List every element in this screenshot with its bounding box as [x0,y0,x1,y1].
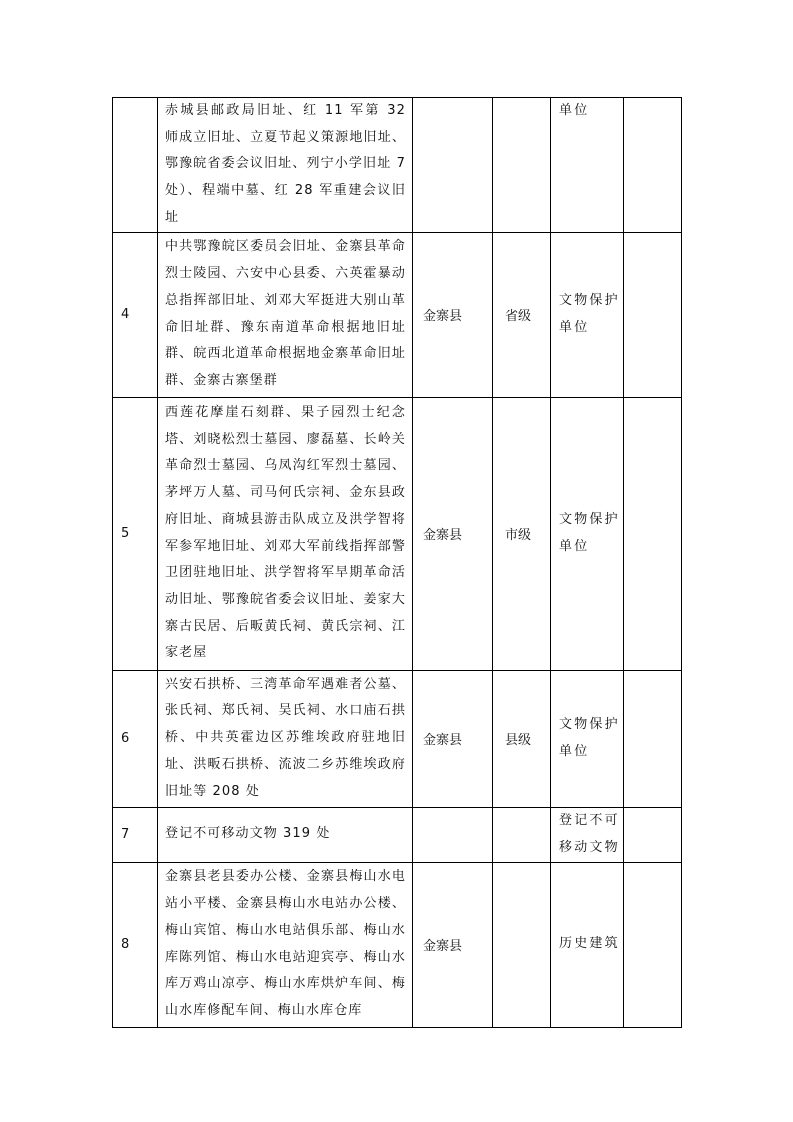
area-cell: 金寨县 [413,232,493,397]
category-text: 历史建筑 [559,936,620,952]
note-cell [624,397,682,670]
site-list: 中共鄂豫皖区委员会旧址、金寨县革命烈士陵园、六安中心县委、六英霍暴动总指挥部旧址、刘邓大军挺进大别山革命旧址群、豫东南道革命根据地旧址群、皖西北道革命根据地金寨革命旧址群、金寨古寨堡群 [165,239,406,388]
level-cell [493,862,551,1027]
site-list: 西莲花摩崖石刻群、果子园烈士纪念塔、刘晓松烈士墓园、廖磊墓、长岭关革命烈士墓园、乌凤沟红军烈士墓园、茅坪万人墓、司马何氏宗祠、金东县政府旧址、商城县游击队成立及洪学智将军参军地旧址、刘邓大军前线指挥部警卫团驻地旧址、洪学智将军早期革命活动旧址、鄂豫皖省委会议旧址、姜家大寨古民居、后畈黄氏祠、黄氏宗祠、江家老屋 [165,405,406,661]
level-cell: 市级 [493,397,551,670]
site-list: 兴安石拱桥、三湾革命军遇难者公墓、张氏祠、郑氏祠、吴氏祠、水口庙石拱桥、中共英霍边区苏维埃政府驻地旧址、洪畈石拱桥、流波二乡苏维埃政府旧址等 208 处 [165,676,406,799]
area-cell: 金寨县 [413,670,493,807]
category-cell [551,862,624,1027]
site-list: 金寨县老县委办公楼、金寨县梅山水电站小平楼、金寨县梅山水电站办公楼、梅山宾馆、梅山水电站俱乐部、梅山水库陈列馆、梅山水电站迎宾亭、梅山水库万鸡山凉亭、梅山水库烘炉车间、梅山水库修配车间、梅山水库仓库 [165,869,406,1018]
site-list: 登记不可移动文物 319 处 [165,826,331,842]
note-cell [624,232,682,397]
category-cell [551,807,624,862]
table-row [113,98,682,233]
note-cell [624,862,682,1027]
area-cell [413,807,493,862]
level-cell [493,98,551,233]
row-number: 8 [113,862,158,1027]
table-row [113,862,682,1027]
table-row [113,232,682,397]
note-cell [624,807,682,862]
level-cell [493,807,551,862]
site-list-cell [158,670,413,807]
note-cell [624,670,682,807]
heritage-sites-table [112,97,682,1028]
site-list-cell [158,232,413,397]
site-list-cell [158,862,413,1027]
table-row [113,807,682,862]
category-text: 文物保护单位 [559,716,620,759]
table-row [113,670,682,807]
category-cell [551,397,624,670]
category-text: 文物保护单位 [559,292,620,335]
site-list-cell [158,397,413,670]
category-text: 单位 [559,103,590,118]
level-cell: 省级 [493,232,551,397]
category-cell [551,670,624,807]
note-cell [624,98,682,233]
category-cell [551,232,624,397]
site-list: 赤城县邮政局旧址、红 11 军第 32 师成立旧址、立夏节起义策源地旧址、鄂豫皖省委会议旧址、列宁小学旧址 7 处）、程端中墓、红 28 军重建会议旧址 [165,103,406,225]
area-cell [413,98,493,233]
row-number: 5 [113,397,158,670]
category-text: 文物保护单位 [559,511,620,554]
area-cell: 金寨县 [413,862,493,1027]
row-number: 7 [113,807,158,862]
row-number: 6 [113,670,158,807]
category-cell [551,98,624,233]
row-number [113,98,158,233]
site-list-cell [158,98,413,233]
category-text: 登记不可移动文物 [559,812,620,855]
area-cell: 金寨县 [413,397,493,670]
table-row [113,397,682,670]
level-cell: 县级 [493,670,551,807]
site-list-cell [158,807,413,862]
row-number: 4 [113,232,158,397]
